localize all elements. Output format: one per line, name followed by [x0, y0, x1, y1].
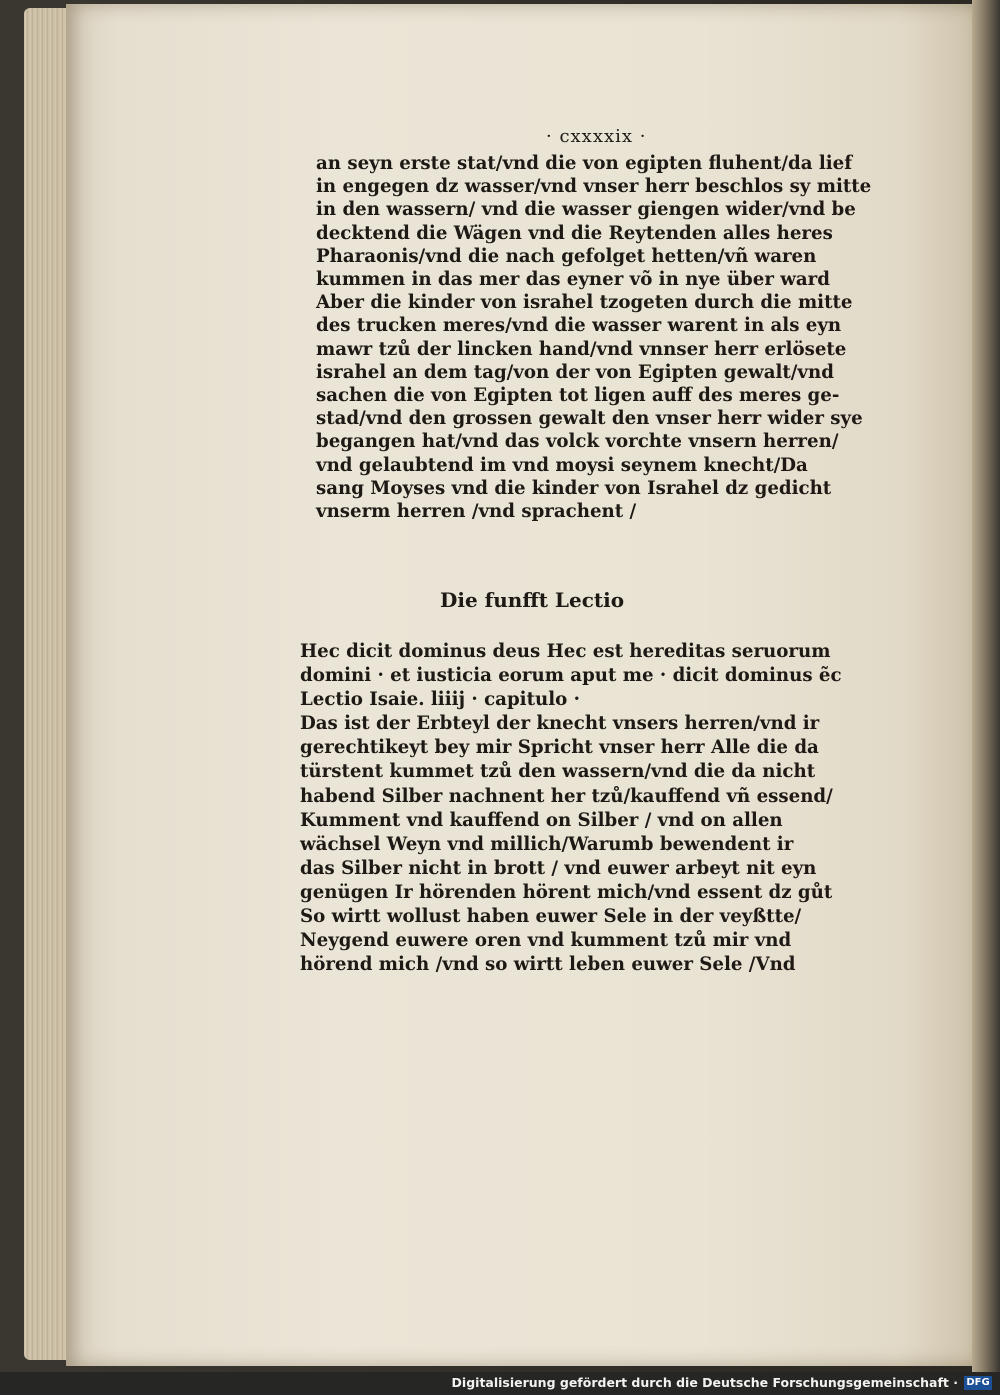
- text-line: hörend mich /vnd so wirtt leben euwer Sele /Vnd: [300, 954, 796, 976]
- text-line: Pharaonis/vnd die nach gefolget hetten/vñ waren: [316, 245, 817, 267]
- text-line: Neygend euwere oren vnd kumment tzů mir vnd: [300, 930, 792, 952]
- dfg-logo-text: DFG: [966, 1377, 990, 1388]
- text-line: Aber die kinder von israhel tzogeten durch die mitte: [316, 292, 853, 314]
- text-line: vnserm herren /vnd sprachent /: [316, 501, 637, 523]
- page-gutter-right: [972, 0, 1000, 1372]
- text-block-lower: [300, 640, 860, 977]
- text-line: Das ist der Erbteyl der knecht vnsers herren/vnd ir: [300, 713, 820, 735]
- text-line: gerechtikeyt bey mir Spricht vnser herr Alle die da: [300, 737, 819, 759]
- text-line: türstent kummet tzů den wassern/vnd die da nicht: [300, 761, 816, 783]
- text-line: stad/vnd den grossen gewalt den vnser herr wider sye: [316, 408, 863, 430]
- text-line: sang Moyses vnd die kinder von Israhel dz gedicht: [316, 477, 832, 499]
- text-line: Hec dicit dominus deus Hec est hereditas seruorum: [300, 641, 831, 662]
- text-line: in engegen dz wasser/vnd vnser herr beschlos sy mitte: [316, 176, 872, 198]
- footer-credit: Digitalisierung gefördert durch die Deutsche Forschungsgemeinschaft ·: [451, 1375, 958, 1390]
- text-line: Lectio Isaie. liiij · capitulo ·: [300, 689, 580, 711]
- text-line: wächsel Weyn vnd millich/Warumb bewendent ir: [300, 833, 794, 855]
- text-line: Kumment vnd kauffend on Silber / vnd on allen: [300, 809, 783, 831]
- text-line: decktend die Wägen vnd die Reytenden alles heres: [316, 222, 833, 244]
- text-line: habend Silber nachnent her tzů/kauffend vñ essend/: [300, 785, 833, 807]
- text-line: an seyn erste stat/vnd die von egipten fluhent/da lief: [316, 153, 853, 174]
- text-line: vnd gelaubtend im vnd moysi seynem knecht/Da: [316, 454, 808, 476]
- dfg-logo: [962, 1376, 994, 1390]
- text-line: israhel an dem tag/von der von Egipten gewalt/vnd: [316, 361, 834, 383]
- text-line: in den wassern/ vnd die wasser giengen wider/vnd be: [316, 199, 856, 221]
- text-line: begangen hat/vnd das volck vorchte vnsern herren/: [316, 431, 839, 453]
- text-line: kummen in das mer das eyner võ in nye über ward: [316, 269, 830, 291]
- text-block-upper: [316, 152, 880, 523]
- text-line: genügen Ir hörenden hörent mich/vnd essent dz gůt: [300, 881, 833, 903]
- section-heading: Die funfft Lectio: [440, 588, 625, 612]
- text-line: sachen die von Egipten tot ligen auff des meres ge-: [316, 385, 840, 407]
- text-line: des trucken meres/vnd die wasser warent in als eyn: [316, 315, 842, 337]
- text-line: So wirtt wollust haben euwer Sele in der veyßtte/: [300, 906, 802, 928]
- text-line: domini · et iusticia eorum aput me · dicit dominus ẽc: [300, 665, 842, 687]
- footer-bar: [0, 1372, 1000, 1395]
- text-line: mawr tzů der lincken hand/vnd vnnser herr erlösete: [316, 338, 847, 360]
- text-line: das Silber nicht in brott / vnd euwer arbeyt nit eyn: [300, 857, 817, 879]
- folio-number: · cxxxxix ·: [546, 126, 647, 147]
